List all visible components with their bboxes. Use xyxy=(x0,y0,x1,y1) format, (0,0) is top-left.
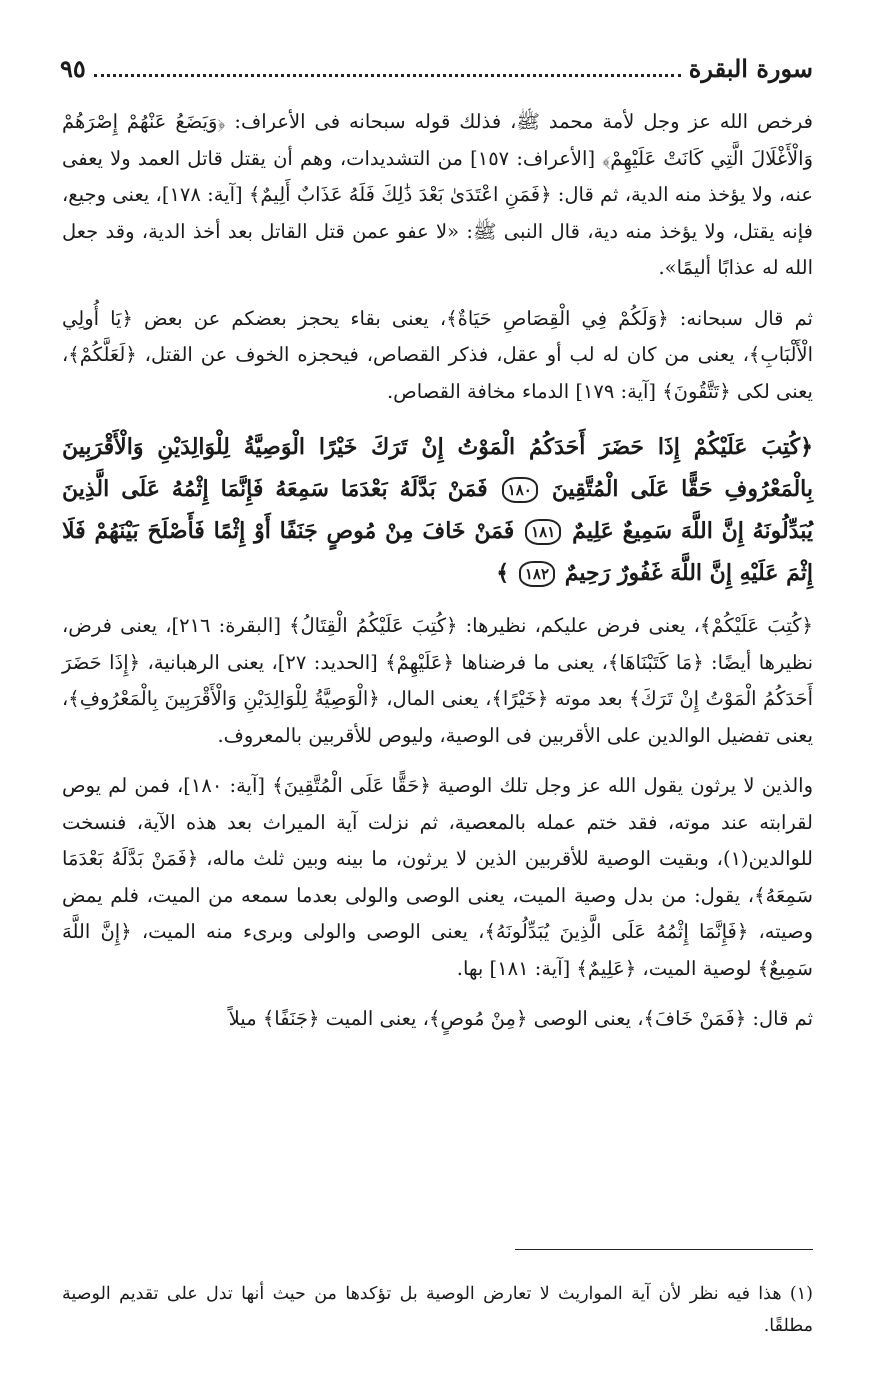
page-header xyxy=(60,52,813,84)
paragraph-4: والذين لا يرثون يقول الله عز وجل تلك الوصية ﴿حَقًّا عَلَى الْمُتَّقِينَ﴾ [آية: ١٨٠]، فمن لم يوص لقرابته عند موته، فقد ختم عمله بالمعصية، ثم نزلت آية الميراث بعد هذه الآية، فنسخت للوالدين(١)، وبقيت الوصية للأقربين الذين لا يرثون، ما بينه وبين ثلث ماله، ﴿فَمَنْ بَدَّلَهُ بَعْدَمَا سَمِعَهُ﴾، يقول: من بدل وصية الميت، يعنى الوصى والولى بعدما سمعه من الميت، فلم يمض وصيته، ﴿فَإِنَّمَا إِثْمُهُ عَلَى الَّذِينَ يُبَدِّلُونَهُ﴾، يعنى الوصى والولى وبرىء منه الميت، ﴿إِنَّ اللَّهَ سَمِيعٌ﴾ لوصية الميت، ﴿عَلِيمٌ﴾ [آية: ١٨١] بها. xyxy=(62,774,813,980)
verse-181-text: فَمَنْ بَدَّلَهُ بَعْدَمَا سَمِعَهُ فَإِنَّمَا إِثْمُهُ عَلَى الَّذِينَ يُبَدِّلُونَهُ إِنَّ اللَّهَ سَمِيعٌ عَلِيمٌ xyxy=(62,476,813,544)
verse-182-text: فَمَنْ خَافَ مِنْ مُوصٍ جَنَفًا أَوْ إِثْمًا فَأَصْلَحَ بَيْنَهُمْ فَلَا إِثْمَ عَلَيْهِ إِنَّ اللَّهَ غَفُورٌ رَحِيمٌ xyxy=(62,518,813,586)
ayah-marker-181: ١٨١ xyxy=(525,519,561,545)
paragraph-5: ثم قال: ﴿فَمَنْ خَافَ﴾، يعنى الوصى ﴿مِنْ مُوصٍ﴾، يعنى الميت ﴿جَنَفًا﴾ ميلاً xyxy=(228,1007,813,1030)
paragraph-1: فرخص الله عز وجل لأمة محمد ﷺ، فذلك قوله سبحانه فى الأعراف: ﴿وَيَضَعُ عَنْهُمْ إِصْرَهُمْ وَالْأَغْلَالَ الَّتِي كَانَتْ عَلَيْهِمْ﴾ [الأعراف: ١٥٧] من التشديدات، وهم أن يقتل قاتل العمد ولا يعفى عنه، ولا يؤخذ منه الدية، ثم قال: ﴿فَمَنِ اعْتَدَىٰ بَعْدَ ذَٰلِكَ فَلَهُ عَذَابٌ أَلِيمٌ﴾ [آية: ١٧٨]، يعنى وجيع، فإنه يقتل، ولا يؤخذ منه دية، قال النبى ﷺ: «لا عفو عمن قتل القاتل بعد أخذ الدية، وقد جعل الله له عذابًا أليمًا». xyxy=(62,110,813,279)
ayah-marker-182: ١٨٢ xyxy=(519,561,555,587)
paragraph-2: ثم قال سبحانه: ﴿وَلَكُمْ فِي الْقِصَاصِ حَيَاةٌ﴾، يعنى بقاء يحجز بعضكم عن بعض ﴿يَا أُولِي الْأَلْبَابِ﴾، يعنى من كان له لب أو عقل، فذكر القصاص، فيحجزه الخوف عن القتل، ﴿لَعَلَّكُمْ﴾، يعنى لكى ﴿تَتَّقُونَ﴾ [آية: ١٧٩] الدماء مخافة القصاص. xyxy=(62,306,813,403)
footnote-1: (١) هذا فيه نظر لأن آية المواريث لا تعارض الوصية بل تؤكدها من حيث أنها تدل على تقديم الوصية مطلقًا. xyxy=(62,1283,813,1336)
footnote-separator xyxy=(515,1249,813,1250)
main-text xyxy=(62,104,813,1038)
verse-180-text: ﴿كُتِبَ عَلَيْكُمْ إِذَا حَضَرَ أَحَدَكُمُ الْمَوْتُ إِنْ تَرَكَ خَيْرًا الْوَصِيَّةُ لِلْوَالِدَيْنِ وَالْأَقْرَبِينَ بِالْمَعْرُوفِ حَقًّا عَلَى الْمُتَّقِينَ xyxy=(62,434,813,502)
quran-verse-block xyxy=(62,426,813,594)
surah-title: سورة البقرة xyxy=(688,53,813,83)
paragraph-3: ﴿كُتِبَ عَلَيْكُمْ﴾، يعنى فرض عليكم، نظيرها: ﴿كُتِبَ عَلَيْكُمُ الْقِتَالُ﴾ [البقرة: ٢١٦]، يعنى فرض، نظيرها أيضًا: ﴿مَا كَتَبْنَاهَا﴾، يعنى ما فرضناها ﴿عَلَيْهِمْ﴾ [الحديد: ٢٧]، يعنى الرهبانية، ﴿إِذَا حَضَرَ أَحَدَكُمُ الْمَوْتُ إِنْ تَرَكَ﴾ بعد موته ﴿خَيْرًا﴾، يعنى المال، ﴿الْوَصِيَّةُ لِلْوَالِدَيْنِ وَالْأَقْرَبِينَ بِالْمَعْرُوفِ﴾، يعنى تفضيل الوالدين على الأقربين فى الوصية، وليوص للأقربين بالمعروف. xyxy=(62,614,814,747)
ayah-marker-180: ١٨٠ xyxy=(502,477,538,503)
verse-closing-bracket: ﴾ xyxy=(496,560,510,586)
header-dotted-leader xyxy=(94,60,681,77)
page-number: ٩٥ xyxy=(60,53,86,83)
